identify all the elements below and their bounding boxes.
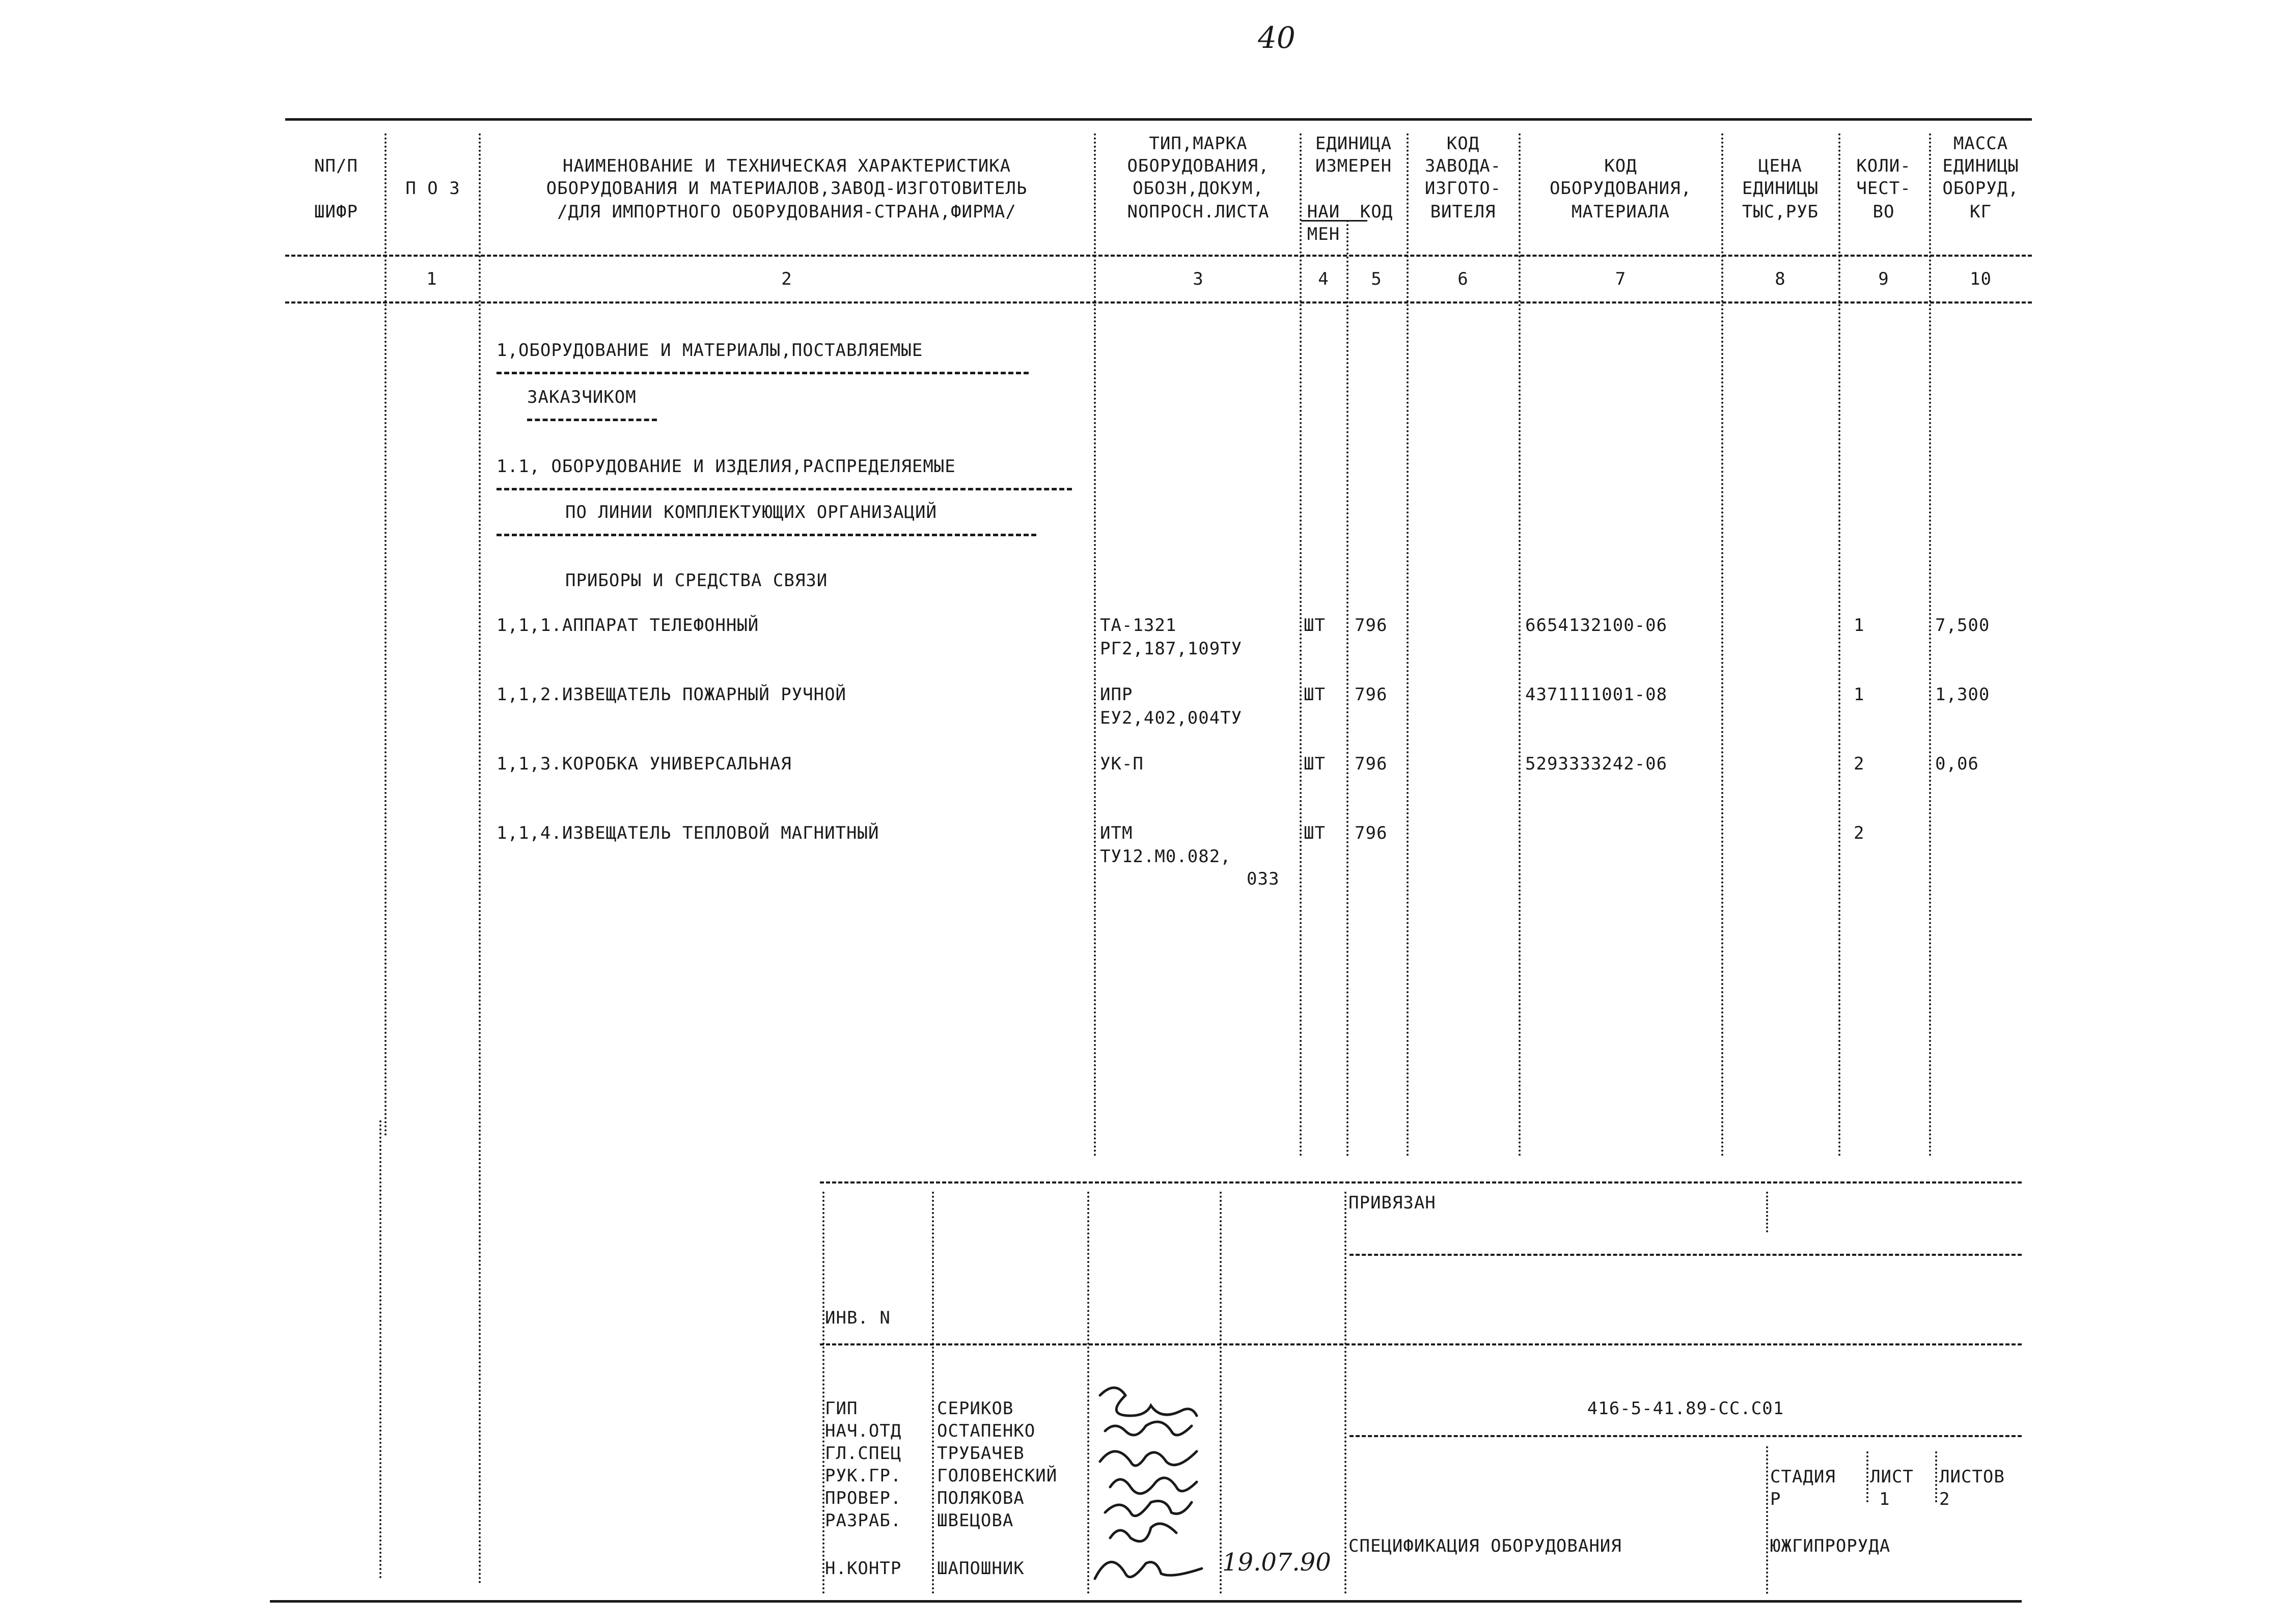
col-number: 2 [781,269,792,289]
stamp-sheets-label: ЛИСТОВ [1939,1467,2005,1487]
row-unit: ШТ [1304,823,1326,843]
col-number: 1 [426,269,437,289]
header-pos: П О З [405,178,460,199]
stamp-role: ГИП [825,1398,858,1419]
row-unit: ШТ [1304,684,1326,705]
stamp-sep [822,1192,824,1594]
header-name-1: НАИМЕНОВАНИЕ И ТЕХНИЧЕСКАЯ ХАРАКТЕРИСТИКА [562,156,1011,176]
stamp-date: 19.07.90 [1222,1548,1331,1577]
row-unit-code: 796 [1355,684,1388,705]
col-number: 7 [1615,269,1627,289]
row-type: УК-П [1100,754,1144,774]
sheet-number: 40 [1258,20,1296,55]
stamp-inv-label: ИНВ. N [825,1308,891,1328]
header-type-1: ТИП,МАРКА [1149,133,1248,154]
header-factory-1: КОД [1446,133,1480,154]
stamp-person: ОСТАПЕНКО [937,1421,1036,1441]
header-unit-1: ЕДИНИЦА [1315,133,1392,154]
header-name-2: ОБОРУДОВАНИЯ И МАТЕРИАЛОВ,ЗАВОД-ИЗГОТОВИТЕЛЬ [546,178,1028,199]
row-code: 6654132100-06 [1525,615,1668,636]
col-sep [384,133,387,1137]
section-underline [497,534,1036,536]
stamp-role: РУК.ГР. [825,1466,902,1486]
header-mass-2: ЕДИНИЦЫ [1942,156,2019,176]
stamp-person: ШАПОШНИК [937,1558,1025,1579]
section-underline [497,372,1029,374]
header-factory-3: ИЗГОТО- [1424,178,1502,199]
stamp-doc-code: 416-5-41.89-СС.С01 [1587,1398,1784,1419]
stamp-person: СЕРИКОВ [937,1398,1014,1419]
row-type: ИПР [1100,684,1133,705]
section-1-title-cont: ЗАКАЗЧИКОМ [527,387,637,407]
stamp-role: ГЛ.СПЕЦ [825,1443,902,1464]
stamp-role: РАЗРАБ. [825,1510,902,1531]
stamp-sep [1344,1192,1346,1594]
stamp-role: Н.КОНТР [825,1558,902,1579]
row-code: 4371111001-08 [1525,684,1668,705]
stamp-role: НАЧ.ОТД [825,1421,902,1441]
header-cipher: ШИФР [314,202,358,222]
row-type-doc-cont: 033 [1247,869,1280,889]
col-sep [379,1120,381,1579]
col-number: 8 [1775,269,1786,289]
header-code-3: МАТЕРИАЛА [1571,202,1670,222]
row-unit-code: 796 [1355,823,1388,843]
stamp-linked-rule [1349,1254,2022,1256]
stamp-role: ПРОВЕР. [825,1488,902,1508]
header-code-2: ОБОРУДОВАНИЯ, [1549,178,1692,199]
col-sep [1721,133,1723,1157]
stamp-sep [932,1192,934,1594]
table-top-rule [285,118,2032,121]
stamp-organization: ЮЖГИПРОРУДА [1770,1536,1891,1556]
col-number: 10 [1970,269,1992,289]
stamp-sep [1766,1192,1768,1232]
sheet-bottom-rule [270,1600,2022,1603]
row-type-doc: ТУ12.М0.082, [1100,846,1231,867]
stamp-sheet-label: ЛИСТ [1870,1467,1914,1487]
col-sep [1346,220,1348,1157]
col-number: 5 [1371,269,1382,289]
row-unit: ШТ [1304,615,1326,636]
stamp-top-rule [820,1181,2022,1183]
row-name: 1,1,2.ИЗВЕЩАТЕЛЬ ПОЖАРНЫЙ РУЧНОЙ [497,684,847,705]
header-mass-3: ОБОРУД, [1942,178,2019,199]
header-mass-1: МАССА [1953,133,2008,154]
header-price-2: ЕДИНИЦЫ [1742,178,1819,199]
stamp-sheets-value: 2 [1939,1489,1950,1509]
header-factory-2: ЗАВОДА- [1424,156,1502,176]
col-number: 6 [1457,269,1469,289]
header-type-2: ОБОРУДОВАНИЯ, [1127,156,1270,176]
stamp-mid-rule [820,1343,2022,1345]
row-name: 1,1,3.КОРОБКА УНИВЕРСАЛЬНАЯ [497,754,792,774]
stamp-person: ПОЛЯКОВА [937,1488,1025,1508]
header-unit-2: ИЗМЕРЕН [1315,156,1392,176]
header-price-1: ЦЕНА [1758,156,1802,176]
row-unit-code: 796 [1355,615,1388,636]
number-rule [285,301,2032,304]
header-price-3: ТЫС,РУБ [1742,202,1819,222]
row-qty: 1 [1854,615,1865,636]
section-11-title: 1.1, ОБОРУДОВАНИЕ И ИЗДЕЛИЯ,РАСПРЕДЕЛЯЕМЫЕ [497,456,956,477]
stamp-sheet-value: 1 [1879,1489,1890,1509]
header-type-4: NОПРОСН.ЛИСТА [1127,202,1270,222]
section-11-title-cont: ПО ЛИНИИ КОМПЛЕКТУЮЩИХ ОРГАНИЗАЦИЙ [565,502,937,522]
section-underline [497,488,1072,490]
header-unit-code: КОД [1360,202,1393,222]
section-underline [527,419,657,421]
stamp-sep [1766,1446,1768,1594]
row-unit-code: 796 [1355,754,1388,774]
stamp-person: ГОЛОВЕНСКИЙ [937,1466,1058,1486]
header-code-1: КОД [1604,156,1637,176]
row-type-doc: ЕУ2,402,004ТУ [1100,708,1243,728]
header-qty-2: ЧЕСТ- [1856,178,1911,199]
header-qty-3: ВО [1872,202,1895,222]
row-unit: ШТ [1304,754,1326,774]
header-rule [285,255,2032,257]
stamp-sep [1866,1451,1868,1502]
col-sep [1094,133,1096,1157]
stamp-stage-label: СТАДИЯ [1770,1467,1836,1487]
col-number: 3 [1193,269,1204,289]
col-number: 4 [1318,269,1329,289]
col-sep [479,133,481,1585]
stamp-code-rule [1349,1435,2022,1437]
group-title: ПРИБОРЫ И СРЕДСТВА СВЯЗИ [565,570,828,591]
stamp-sep [1087,1192,1089,1594]
row-mass: 1,300 [1935,684,1990,705]
row-type: ТА-1321 [1100,615,1177,636]
header-unit-name-1: НАИ [1307,202,1340,222]
row-code: 5293333242-06 [1525,754,1668,774]
stamp-doc-title: СПЕЦИФИКАЦИЯ ОБОРУДОВАНИЯ [1348,1536,1622,1556]
stamp-sep [1935,1451,1937,1502]
row-qty: 2 [1854,754,1865,774]
stamp-stage-value: Р [1770,1489,1781,1509]
row-qty: 2 [1854,823,1865,843]
header-factory-4: ВИТЕЛЯ [1430,202,1496,222]
row-name: 1,1,4.ИЗВЕЩАТЕЛЬ ТЕПЛОВОЙ МАГНИТНЫЙ [497,823,879,843]
row-type: ИТМ [1100,823,1133,843]
row-name: 1,1,1.АППАРАТ ТЕЛЕФОННЫЙ [497,615,759,636]
col-number: 9 [1878,269,1889,289]
header-name-3: /ДЛЯ ИМПОРТНОГО ОБОРУДОВАНИЯ-СТРАНА,ФИРМА/ [557,202,1016,222]
section-1-title: 1,ОБОРУДОВАНИЕ И МАТЕРИАЛЫ,ПОСТАВЛЯЕМЫЕ [497,340,923,361]
row-qty: 1 [1854,684,1865,705]
stamp-person: ШВЕЦОВА [937,1510,1014,1531]
col-sep [1407,133,1409,1157]
header-unit-name-2: МЕН [1307,224,1340,244]
header-type-3: ОБОЗН,ДОКУМ, [1133,178,1264,199]
header-mass-4: КГ [1970,202,1992,222]
col-sep [1519,133,1521,1157]
row-mass: 7,500 [1935,615,1990,636]
row-mass: 0,06 [1935,754,1979,774]
header-qty-1: КОЛИ- [1856,156,1911,176]
header-np: NП/П [314,156,358,176]
signatures-image [1090,1375,1222,1589]
stamp-linked-label: ПРИВЯЗАН [1348,1193,1436,1213]
row-type-doc: РГ2,187,109ТУ [1100,639,1243,659]
stamp-person: ТРУБАЧЕВ [937,1443,1025,1464]
